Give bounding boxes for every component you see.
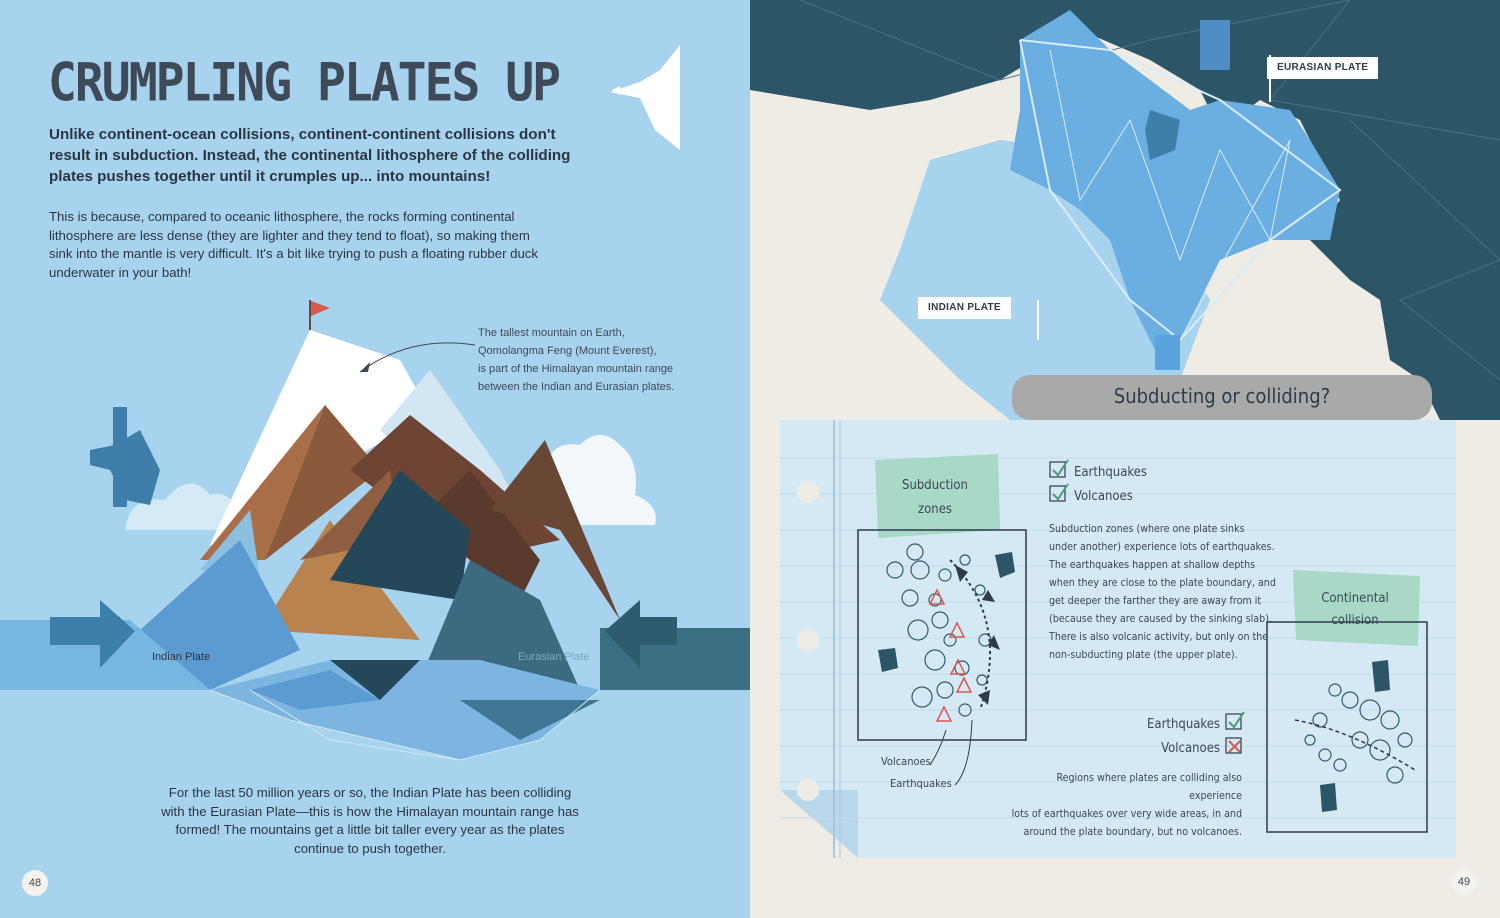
subduction-checklist: Earthquakes Volcanoes: [1074, 465, 1147, 504]
bottom-paragraph: For the last 50 million years or so, the Indian Plate has been colliding with the Eurasian Plate—this is how the Himalayan mountain range has formed! The mountains get a little bit taller every year as the plates continue to push together.: [161, 785, 579, 856]
collision-note: Continental collision: [1321, 591, 1389, 628]
eurasian-plate-label: Eurasian Plate: [518, 651, 590, 663]
page-number-right: 49: [1451, 869, 1477, 895]
hole-punch-icon: [797, 481, 819, 503]
indian-plate-label: Indian Plate: [152, 651, 211, 663]
subduction-text: Subduction zones (where one plate sinks under another) experience lots of earthquakes. The earthquakes happen at shallow depths when they are close to the plate boundary, and get deeper the farther they are away from it (because they are caused by the sinking slab). There is also volcanic activity, but only on the non-subducting plate (the upper plate).: [1049, 523, 1276, 661]
collision-text: Regions where plates are colliding also experience lots of earthquakes over very wide areas, in and around the plate boundary, but no volcanoes.: [1011, 772, 1242, 838]
flag-icon: [311, 301, 330, 316]
hole-punch-icon: [797, 779, 819, 801]
bird-top-icon: [610, 45, 680, 150]
subduction-note: Subduction zones: [902, 478, 968, 517]
hole-punch-icon: [797, 629, 819, 651]
body-paragraph: This is because, compared to oceanic lithosphere, the rocks forming continental lithosphere are less dense (they are lighter and they tend to float), so making them sink into the mantle is very difficult. It's a bit like trying to push a floating rubber duck underwater in your bath!: [49, 209, 538, 280]
right-page: [750, 0, 1500, 918]
section-heading: Subducting or colliding?: [1113, 384, 1331, 408]
page-title: CRUMPLING PLATES UP: [48, 52, 560, 114]
page-number-left: 48: [22, 870, 48, 896]
volcanoes-label: Volcanoes: [881, 755, 931, 768]
earthquakes-label: Earthquakes: [890, 777, 952, 790]
eurasian-plate-flag: EURASIAN PLATE: [1267, 57, 1378, 79]
collision-checklist: Earthquakes Volcanoes: [1147, 717, 1220, 756]
lead-paragraph: Unlike continent-ocean collisions, continent-continent collisions don't result in subduction. Instead, the continental lithosphere of the colliding plates pushes together until it crumples up... into mountains!: [49, 126, 571, 185]
indian-plate-flag: INDIAN PLATE: [918, 297, 1011, 319]
bird-left-icon: [90, 407, 160, 507]
everest-caption: The tallest mountain on Earth, Qomolangma Feng (Mount Everest), is part of the Himalayan mountain range between the Indian and Eurasian plates.: [478, 327, 675, 393]
